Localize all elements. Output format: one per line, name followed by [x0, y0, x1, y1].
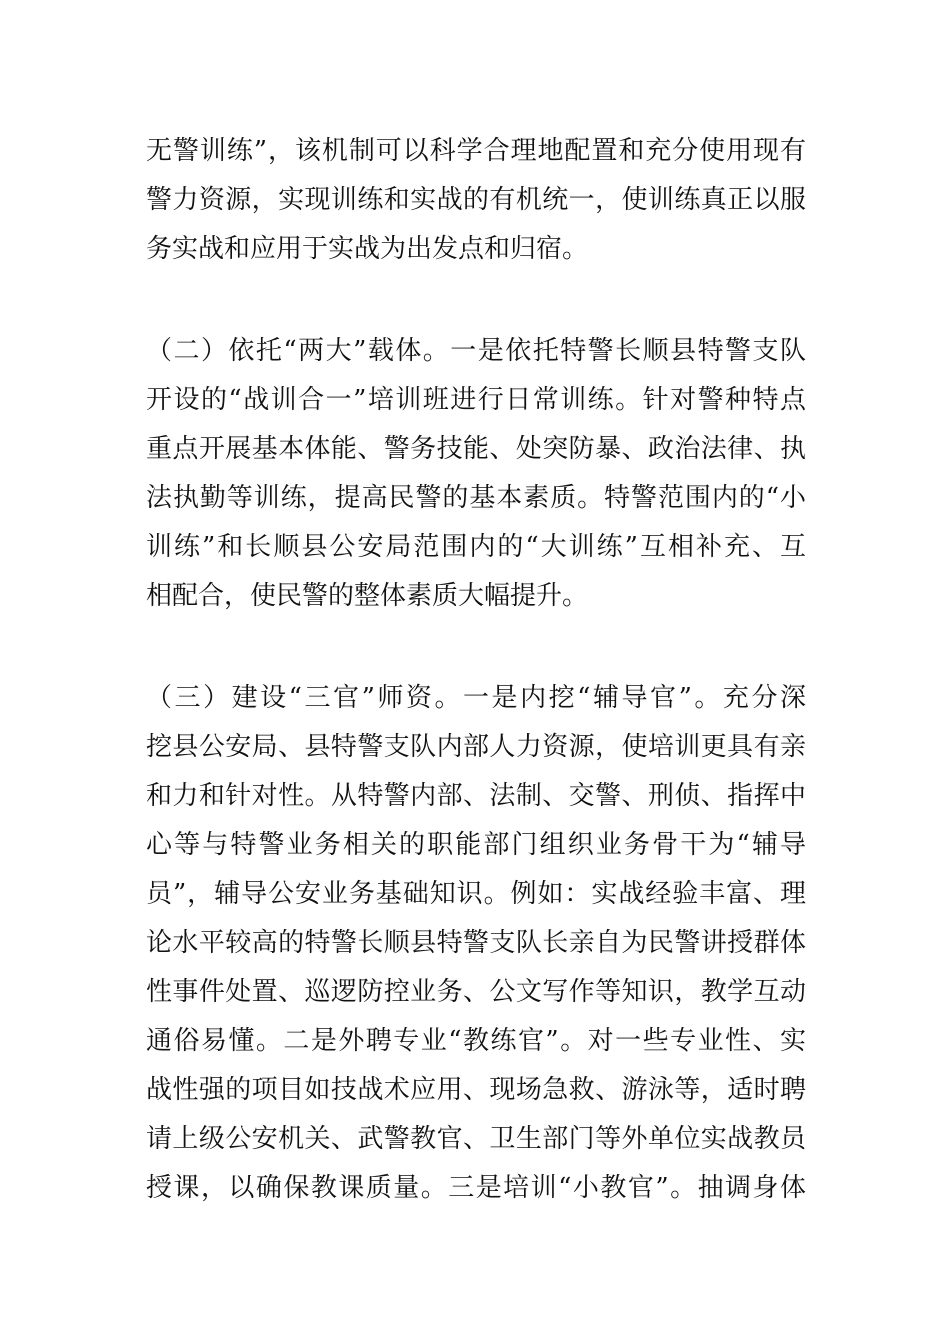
paragraph-line: 员”，辅导公安业务基础知识。例如：实战经验丰富、理: [146, 879, 806, 909]
paragraph-3: [146, 674, 806, 1213]
paragraph-line: 和力和针对性。从特警内部、法制、交警、刑侦、指挥中: [146, 781, 806, 811]
paragraph-line: 战性强的项目如技战术应用、现场急救、游泳等，适时聘: [146, 1075, 806, 1105]
paragraph-line: 重点开展基本体能、警务技能、处突防暴、政治法律、执: [146, 434, 806, 464]
paragraph-2: [146, 327, 806, 621]
paragraph-line: 警力资源，实现训练和实战的有机统一，使训练真正以服: [146, 185, 806, 215]
paragraph-line: 通俗易懂。二是外聘专业“教练官”。对一些专业性、实: [146, 1026, 806, 1056]
paragraph-line: 务实战和应用于实战为出发点和归宿。: [146, 234, 589, 264]
paragraph-line: 心等与特警业务相关的职能部门组织业务骨干为“辅导: [146, 830, 806, 860]
paragraph-line: 相配合，使民警的整体素质大幅提升。: [146, 581, 589, 611]
paragraph-line: （二）依托“两大”载体。一是依托特警长顺县特警支队: [146, 336, 806, 366]
paragraph-line: 授课，以确保教课质量。三是培训“小教官”。抽调身体: [146, 1173, 806, 1203]
paragraph-line: 论水平较高的特警长顺县特警支队长亲自为民警讲授群体: [146, 928, 806, 958]
paragraph-1: [146, 127, 806, 274]
paragraph-line: 法执勤等训练，提高民警的基本素质。特警范围内的“小: [146, 483, 806, 513]
paragraph-line: 无警训练”，该机制可以科学合理地配置和充分使用现有: [146, 136, 806, 166]
paragraph-line: 训练”和长顺县公安局范围内的“大训练”互相补充、互: [146, 532, 806, 562]
paragraph-line: 挖县公安局、县特警支队内部人力资源，使培训更具有亲: [146, 732, 806, 762]
paragraph-line: 请上级公安机关、武警教官、卫生部门等外单位实战教员: [146, 1124, 806, 1154]
paragraph-line: 性事件处置、巡逻防控业务、公文写作等知识，教学互动: [146, 977, 806, 1007]
paragraph-line: 开设的“战训合一”培训班进行日常训练。针对警种特点: [146, 385, 806, 415]
paragraph-line: （三）建设“三官”师资。一是内挖“辅导官”。充分深: [146, 683, 806, 713]
